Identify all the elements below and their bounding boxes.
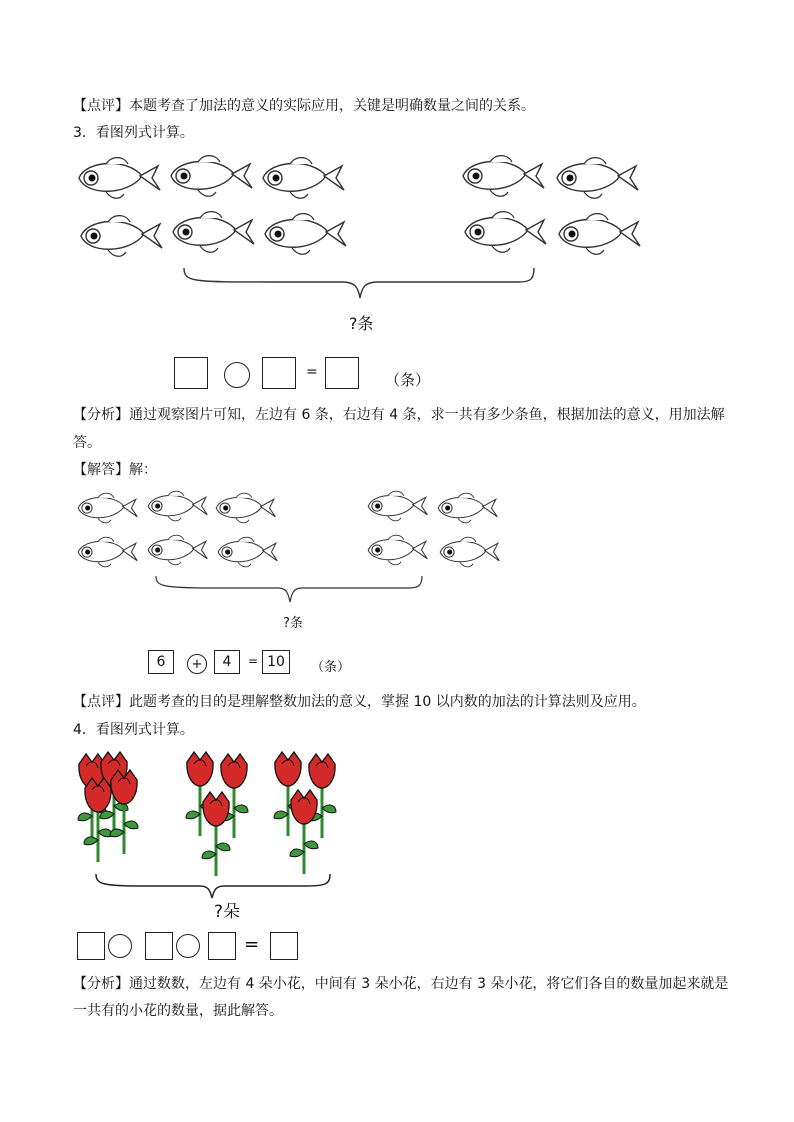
fish-icon bbox=[173, 212, 254, 253]
rose-icon bbox=[202, 792, 230, 876]
brace bbox=[184, 268, 534, 298]
brace bbox=[96, 874, 330, 898]
operator-circle-1[interactable] bbox=[108, 934, 132, 958]
equals-sign: = bbox=[244, 934, 260, 955]
q4-analysis-line2: 一共有的小花的数量，据此解答。 bbox=[73, 1003, 283, 1019]
q3-answer-fish-figure bbox=[72, 488, 512, 608]
fish-icon bbox=[465, 212, 546, 253]
fish-icon bbox=[171, 156, 252, 197]
fish-icon bbox=[265, 214, 346, 255]
operator-circle-2[interactable] bbox=[176, 934, 200, 958]
fish-icon bbox=[81, 216, 162, 257]
q3-fish-figure bbox=[72, 150, 652, 310]
answer-equals: = bbox=[248, 654, 259, 668]
equals-sign: = bbox=[306, 364, 318, 380]
fish-icon bbox=[148, 491, 207, 521]
unit-label: （条） bbox=[385, 371, 431, 389]
q3-title: 3．看图列式计算。 bbox=[73, 125, 194, 141]
fish-icon bbox=[559, 214, 640, 255]
q3-analysis-line2: 答。 bbox=[73, 435, 101, 451]
answer-box-3[interactable] bbox=[208, 932, 236, 960]
answer-box-result[interactable] bbox=[325, 357, 359, 389]
fish-icon bbox=[78, 493, 137, 523]
rose-icon bbox=[84, 778, 112, 862]
answer-box-1[interactable] bbox=[77, 932, 105, 960]
fish-icon bbox=[79, 158, 160, 199]
answer-box-2[interactable] bbox=[262, 357, 296, 389]
fish-icon bbox=[148, 535, 207, 565]
q4-question-label: ?朵 bbox=[214, 902, 241, 922]
fish-icon bbox=[218, 537, 277, 567]
brace bbox=[156, 576, 422, 602]
answer-value-a: 6 bbox=[148, 650, 174, 674]
fish-icon bbox=[263, 158, 344, 199]
q3-answer-heading: 【解答】解： bbox=[73, 462, 157, 478]
answer-result: 10 bbox=[262, 650, 290, 674]
q4-title: 4．看图列式计算。 bbox=[73, 722, 194, 738]
q3-comment: 【点评】此题考查的目的是理解整数加法的意义，掌握 10 以内数的加法的计算法则及应用。 bbox=[73, 694, 646, 710]
answer-value-b: 4 bbox=[214, 650, 240, 674]
fish-icon bbox=[368, 491, 427, 521]
answer-box-2[interactable] bbox=[145, 932, 173, 960]
fish-icon bbox=[557, 158, 638, 199]
fish-icon bbox=[368, 535, 427, 565]
answer-box-1[interactable] bbox=[174, 357, 208, 389]
rose-icon bbox=[290, 790, 318, 874]
fish-icon bbox=[463, 156, 544, 197]
q4-analysis-line1: 【分析】通过数数，左边有 4 朵小花，中间有 3 朵小花，右边有 3 朵小花，将它们各自的数量加起来就是 bbox=[73, 976, 729, 992]
q4-rose-figure bbox=[72, 750, 352, 910]
fish-icon bbox=[438, 493, 497, 523]
fish-icon bbox=[440, 537, 499, 567]
q3-answer-question-label: ?条 bbox=[283, 616, 303, 631]
answer-unit: （条） bbox=[311, 660, 351, 675]
q2-comment: 【点评】本题考查了加法的意义的实际应用，关键是明确数量之间的关系。 bbox=[73, 98, 535, 114]
fish-icon bbox=[78, 537, 137, 567]
q3-question-label: ?条 bbox=[349, 314, 374, 333]
answer-operator: + bbox=[187, 654, 207, 674]
operator-circle-1[interactable] bbox=[224, 362, 250, 388]
q3-analysis-line1: 【分析】通过观察图片可知，左边有 6 条，右边有 4 条，求一共有多少条鱼，根据加法的意义，用加法解 bbox=[73, 407, 725, 423]
answer-box-result[interactable] bbox=[270, 932, 298, 960]
fish-icon bbox=[216, 493, 275, 523]
